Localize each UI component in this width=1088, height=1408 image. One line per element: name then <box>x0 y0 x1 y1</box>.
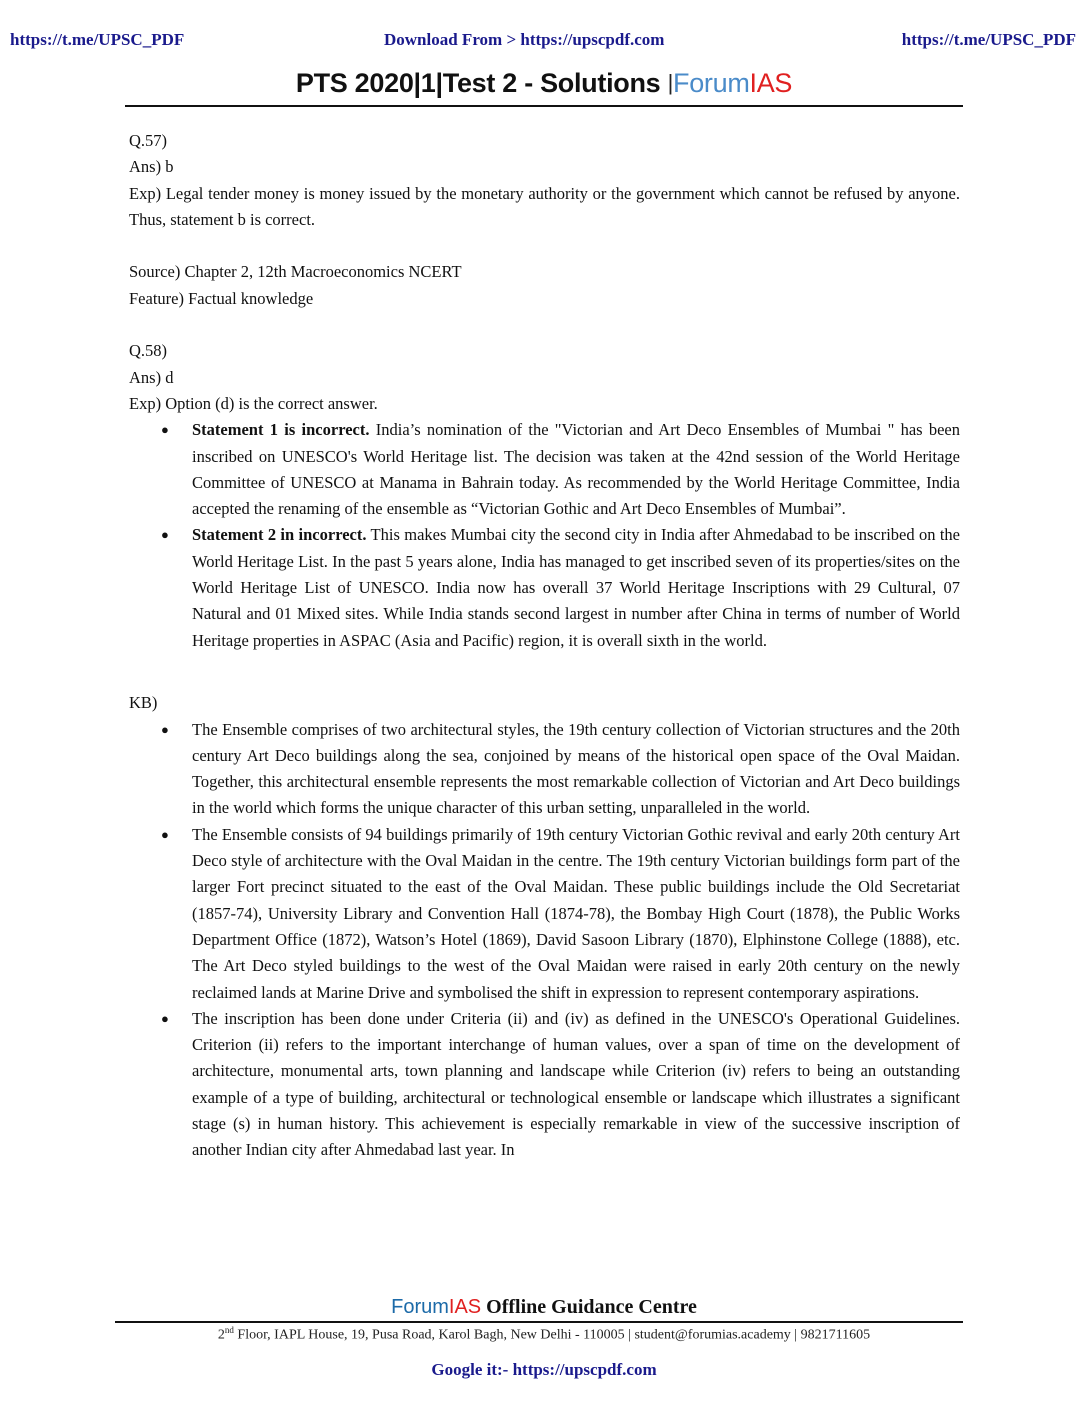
bullet-icon: ● <box>161 826 169 842</box>
header-divider <box>125 105 963 107</box>
list-item <box>161 822 960 1006</box>
statement-text: India’s nomination of the "Victorian and Art Deco Ensembles of Mumbai " has been inscribed on UNESCO's World Heritage list. The decision was taken at the 42nd session of the World Heritage Committee of UNESCO at Manama in Bahrain today. As recommended by the World Heritage Committee, India accepted the renaming of the ensemble as “Victorian Gothic and Art Deco Ensembles of Mumbai”. <box>192 420 960 519</box>
statement-text: This makes Mumbai city the second city in India after Ahmedabad to be inscribed on the World Heritage List. In the past 5 years alone, India has managed to get inscribed seven of its properties/sites on the World Heritage List of UNESCO. India now has overall 37 World Heritage Inscriptions with 29 Cultural, 07 Natural and 01 Mixed sites. While India stands second largest in number after China in terms of number of World Heritage properties in ASPAC (Asia and Pacific) region, it is overall sixth in the world. <box>192 525 960 650</box>
question-58 <box>129 338 960 1163</box>
question-57 <box>129 128 960 312</box>
brand-ias: IAS <box>749 68 793 98</box>
question-number: Q.57) <box>129 131 168 150</box>
statement-lead: Statement 2 in incorrect. <box>192 525 367 545</box>
kb-text: The Ensemble comprises of two architectural styles, the 19th century collection of Victorian structures and the 20th century Art Deco buildings along the sea, conjoined by means of the historical open space of the Oval Maidan. Together, this architectural ensemble represents the most remarkable collection of Victorian and Art Deco buildings in the world which forms the unique character of this urban setting, unparalleled in the world. <box>192 719 960 818</box>
explanation: Exp) Legal tender money is money issued by the monetary authority or the government which cannot be refused by anyone. Thus, statement b is correct. <box>129 183 960 229</box>
feature: Feature) Factual knowledge <box>129 288 314 308</box>
page-title <box>0 68 1088 99</box>
footer-title <box>0 1296 1088 1319</box>
kb-text: The Ensemble consists of 94 buildings primarily of 19th century Victorian Gothic revival and early 20th century Art Deco style of architecture with the Oval Maidan in the centre. The 19th century Victorian buildings form part of the larger Fort precinct situated to the east of the Oval Maidan. These public buildings include the Old Secretariat (1857-74), University Library and Convention Hall (1874-78), the Bombay High Court (1878), the Public Works Department Office (1872), Watson’s Hotel (1869), David Sasoon Library (1870), Elphinstone College (1888), etc. The Art Deco styled buildings to the west of the Oval Maidan were raised in early 20th century on the newly reclaimed lands at Marine Drive and symbolised the shift in expression to represent contemporary aspirations. <box>192 824 960 1002</box>
explanation-bullets <box>129 417 960 654</box>
google-link[interactable]: Google it:- https://upscpdf.com <box>431 1360 657 1379</box>
brand-forum: Forum <box>673 68 750 98</box>
list-item <box>161 717 960 822</box>
list-item <box>161 417 960 522</box>
kb-text: The inscription has been done under Criteria (ii) and (iv) as defined in the UNESCO's Operational Guidelines. Criterion (ii) refers to the important interchange of human values, over a span of time on the development of architecture, monumental arts, town planning and landscape while Criterion (iv) refers to being an outstanding example of a type of building, architectural or technological ensemble or landscape which illustrates a significant stage (s) in human history. This achievement is especially remarkable in view of the successive inscription of another Indian city after Ahmedabad last year. In <box>192 1008 960 1160</box>
title-text: PTS 2020|1|Test 2 - Solutions <box>295 68 661 98</box>
question-number: Q.58) <box>129 341 168 361</box>
telegram-link-right[interactable]: https://t.me/UPSC_PDF <box>901 30 1076 49</box>
footer-address: 2nd Floor, IAPL House, 19, Pusa Road, Karol Bagh, New Delhi - 110005 | student@forumias.academy | 9821711605 <box>217 1325 871 1343</box>
download-link[interactable]: Download From > https://upscpdf.com <box>384 30 665 49</box>
kb-label: KB) <box>129 693 158 713</box>
bullet-icon: ● <box>161 527 169 543</box>
list-item <box>161 1006 960 1164</box>
answer: Ans) b <box>129 157 174 177</box>
footer-centre: Offline Guidance Centre <box>481 1296 697 1318</box>
statement-lead: Statement 1 is incorrect. <box>192 420 370 440</box>
list-item <box>161 522 960 653</box>
bullet-icon: ● <box>161 721 169 737</box>
document-body <box>129 128 960 1164</box>
title-separator: | <box>667 70 673 95</box>
footer-brand-ias: IAS <box>448 1296 482 1318</box>
telegram-link-left[interactable]: https://t.me/UPSC_PDF <box>10 30 185 49</box>
footer-brand-forum: Forum <box>391 1296 449 1318</box>
footer-divider <box>115 1321 963 1323</box>
source: Source) Chapter 2, 12th Macroeconomics NCERT <box>129 262 462 282</box>
bullet-icon: ● <box>161 422 169 438</box>
answer: Ans) d <box>129 367 174 387</box>
bullet-icon: ● <box>161 1010 169 1026</box>
kb-bullets <box>129 717 960 1164</box>
top-links-bar <box>0 30 1088 52</box>
explanation: Exp) Option (d) is the correct answer. <box>129 393 378 413</box>
